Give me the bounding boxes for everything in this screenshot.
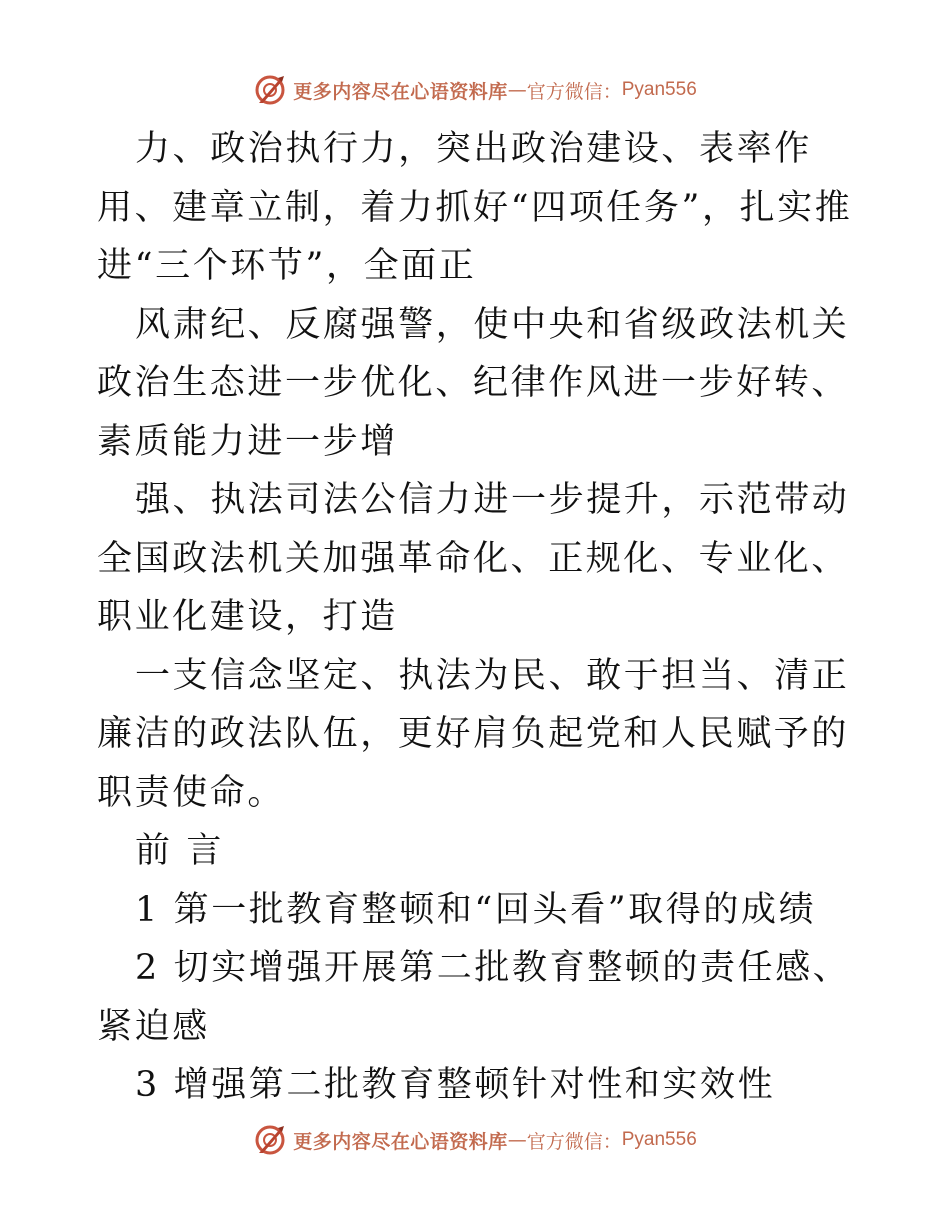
toc-heading: 前 言 xyxy=(135,831,224,871)
footer-watermark xyxy=(0,1120,950,1160)
watermark-site-text: 更多内容尽在心语资料库 xyxy=(293,80,508,103)
watermark-wechat-label: 官方微信： xyxy=(526,1130,622,1153)
watermark-separator: — xyxy=(507,79,527,101)
toc-item: 2 切实增强开展第二批教育整顿的责任感、紧迫感 xyxy=(97,948,851,1047)
watermark-wechat-label: 官方微信： xyxy=(526,80,622,103)
toc-item: 3 增强第二批教育整顿针对性和实效性 xyxy=(135,1065,776,1105)
watermark-separator: — xyxy=(507,1129,527,1151)
body-paragraph: 风肃纪、反腐强警，使中央和省级政法机关政治生态进一步优化、纪律作风进一步好转、素质能力进一步增 xyxy=(97,304,850,462)
body-paragraph: 一支信念坚定、执法为民、敢于担当、清正廉洁的政法队伍，更好肩负起党和人民赋予的职责使命。 xyxy=(97,655,850,813)
header-watermark xyxy=(0,70,950,110)
watermark-site-text: 更多内容尽在心语资料库 xyxy=(293,1130,508,1153)
document-body xyxy=(97,120,857,1115)
body-paragraph: 强、执法司法公信力进一步提升，示范带动全国政法机关加强革命化、正规化、专业化、职业化建设，打造 xyxy=(97,480,850,637)
watermark-wechat-id: Pyan556 xyxy=(621,79,697,100)
watermark-wechat-id: Pyan556 xyxy=(621,1129,697,1150)
quill-logo-icon xyxy=(253,1123,287,1157)
toc-item: 1 第一批教育整顿和“回头看”取得的成绩 xyxy=(135,889,817,930)
body-paragraph: 力、政治执行力，突出政治建设、表率作用、建章立制，着力抓好“四项任务”，扎实推进“三个环节”，全面正 xyxy=(97,129,853,286)
quill-logo-icon xyxy=(253,73,287,107)
